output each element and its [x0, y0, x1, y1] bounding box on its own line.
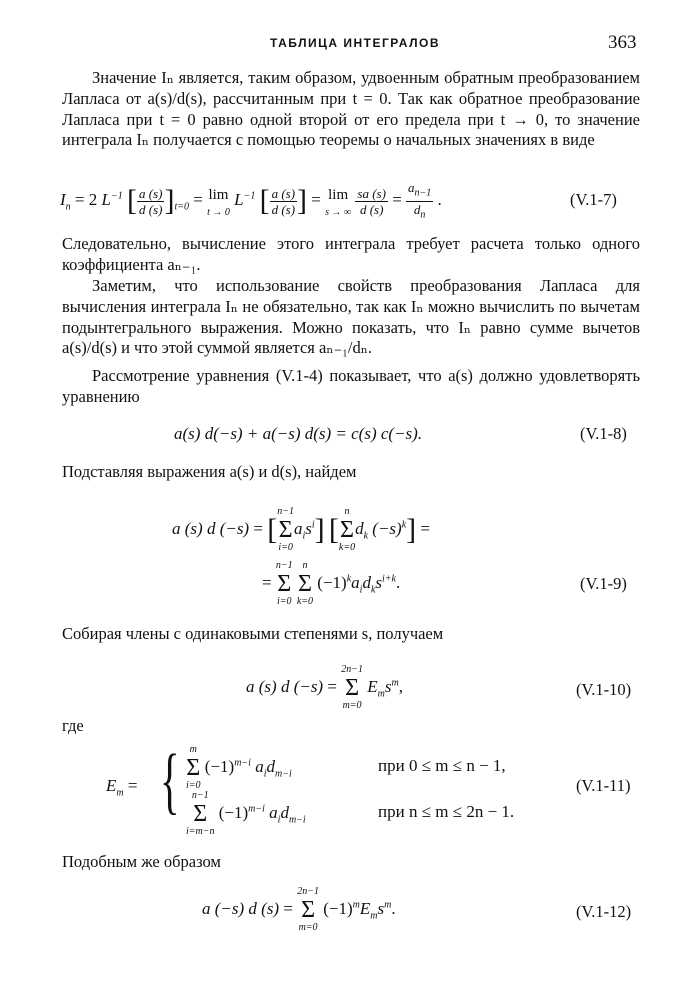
paragraph-4: Рассмотрение уравнения (V.1-4) показывает, что a(s) должно удовлетворять уравнению	[62, 366, 640, 406]
equation-v1-11-case-2-condition: при n ≤ m ≤ 2n − 1.	[378, 802, 515, 821]
equation-v1-11	[0, 740, 694, 840]
equation-v1-9-line1: a (s) d (−s) = [ n−1 Σ i=0 $a_is^i$] [ n Σ k=0 $d_k$ $(-s)^k$] =	[172, 506, 430, 553]
equation-number-v1-9: (V.1-9)	[580, 574, 627, 593]
paragraph-1: Значение Iₙ является, таким образом, удвоенным обратным преобразованием Лапласа от a(s)/d(s), рассчитанным при t = 0. Так как обратное преобразование Лапласа при t = 0 равно одной второй от его предела при t → 0, то значение интеграла Iₙ получается с помощью теоремы о начальных значениях в виде	[62, 68, 640, 150]
equation-v1-11-case-1-condition: при 0 ≤ m ≤ n − 1,	[378, 756, 506, 775]
equation-v1-8-formula: a(s) d(−s) + a(−s) d(s) = c(s) c(−s).	[174, 424, 423, 443]
equation-v1-7	[0, 176, 694, 226]
paragraph-5: Подставляя выражения a(s) и d(s), найдем	[62, 462, 357, 481]
page-number: 363	[608, 32, 637, 53]
running-title: ТАБЛИЦА ИНТЕГРАЛОВ	[270, 36, 440, 50]
paragraph-3: Заметим, что использование свойств преобразования Лапласа для вычисления интеграла Iₙ не обязательно, так как Iₙ можно вычислить по вычетам подынтегрального выражения. Можно показать, что Iₙ равно сумме вычетов a(s)/d(s) и что этой суммой является aₙ₋₁/dₙ.	[62, 276, 640, 358]
paragraph-7: где	[62, 716, 84, 735]
equation-v1-7-formula: $I_n = 2$ $L^{-1}$ [ $\frac{a (s)}{d (s)}$ ]$_{t=0}$ = lim t → 0 $L^{-1}$ [ $\frac{a (s)}{d (s)}$ ] = lim s → ∞ $\frac{sa (s)}{d (s)}$ = $\frac{a_{n-1}}{d_n}$ .	[60, 180, 442, 221]
left-brace: {	[160, 740, 180, 822]
paragraph-2: Следовательно, вычисление этого интеграла требует расчета только одного коэффициента aₙ₋₁.	[62, 234, 640, 274]
equation-v1-8	[0, 424, 694, 448]
equation-v1-10-formula: a (s) d (−s) = 2n−1 Σ m=0 $E_ms^m$,	[246, 664, 403, 711]
equation-v1-9	[0, 500, 694, 610]
paragraph-8: Подобным же образом	[62, 852, 221, 871]
equation-v1-11-case-1: m Σ i=0 $(-1)^{m-i}$ $a_id_{m-i}$	[186, 744, 292, 791]
equation-v1-11-case-2: n−1 Σ i=m−n $(-1)^{m-i}$ $a_id_{m-i}$	[186, 790, 306, 837]
equation-number-v1-7: (V.1-7)	[570, 190, 617, 209]
equation-number-v1-8: (V.1-8)	[580, 424, 627, 443]
equation-v1-10	[0, 660, 694, 716]
paragraph-6: Собирая члены с одинаковыми степенями s, получаем	[62, 624, 444, 643]
equation-v1-9-line2: = n−1 Σ i=0 n Σ k=0 $(-1)^ka_id_ks^{i+k}$.	[262, 560, 401, 607]
equation-v1-12-formula: a (−s) d (s) = 2n−1 Σ m=0 $(-1)^mE_ms^m$.	[202, 886, 396, 933]
equation-number-v1-12: (V.1-12)	[576, 902, 632, 921]
page-header	[0, 32, 694, 56]
equation-number-v1-11: (V.1-11)	[576, 776, 631, 795]
equation-number-v1-10: (V.1-10)	[576, 680, 632, 699]
equation-v1-12	[0, 880, 694, 940]
equation-v1-11-lhs: $E_m$ =	[106, 776, 138, 799]
